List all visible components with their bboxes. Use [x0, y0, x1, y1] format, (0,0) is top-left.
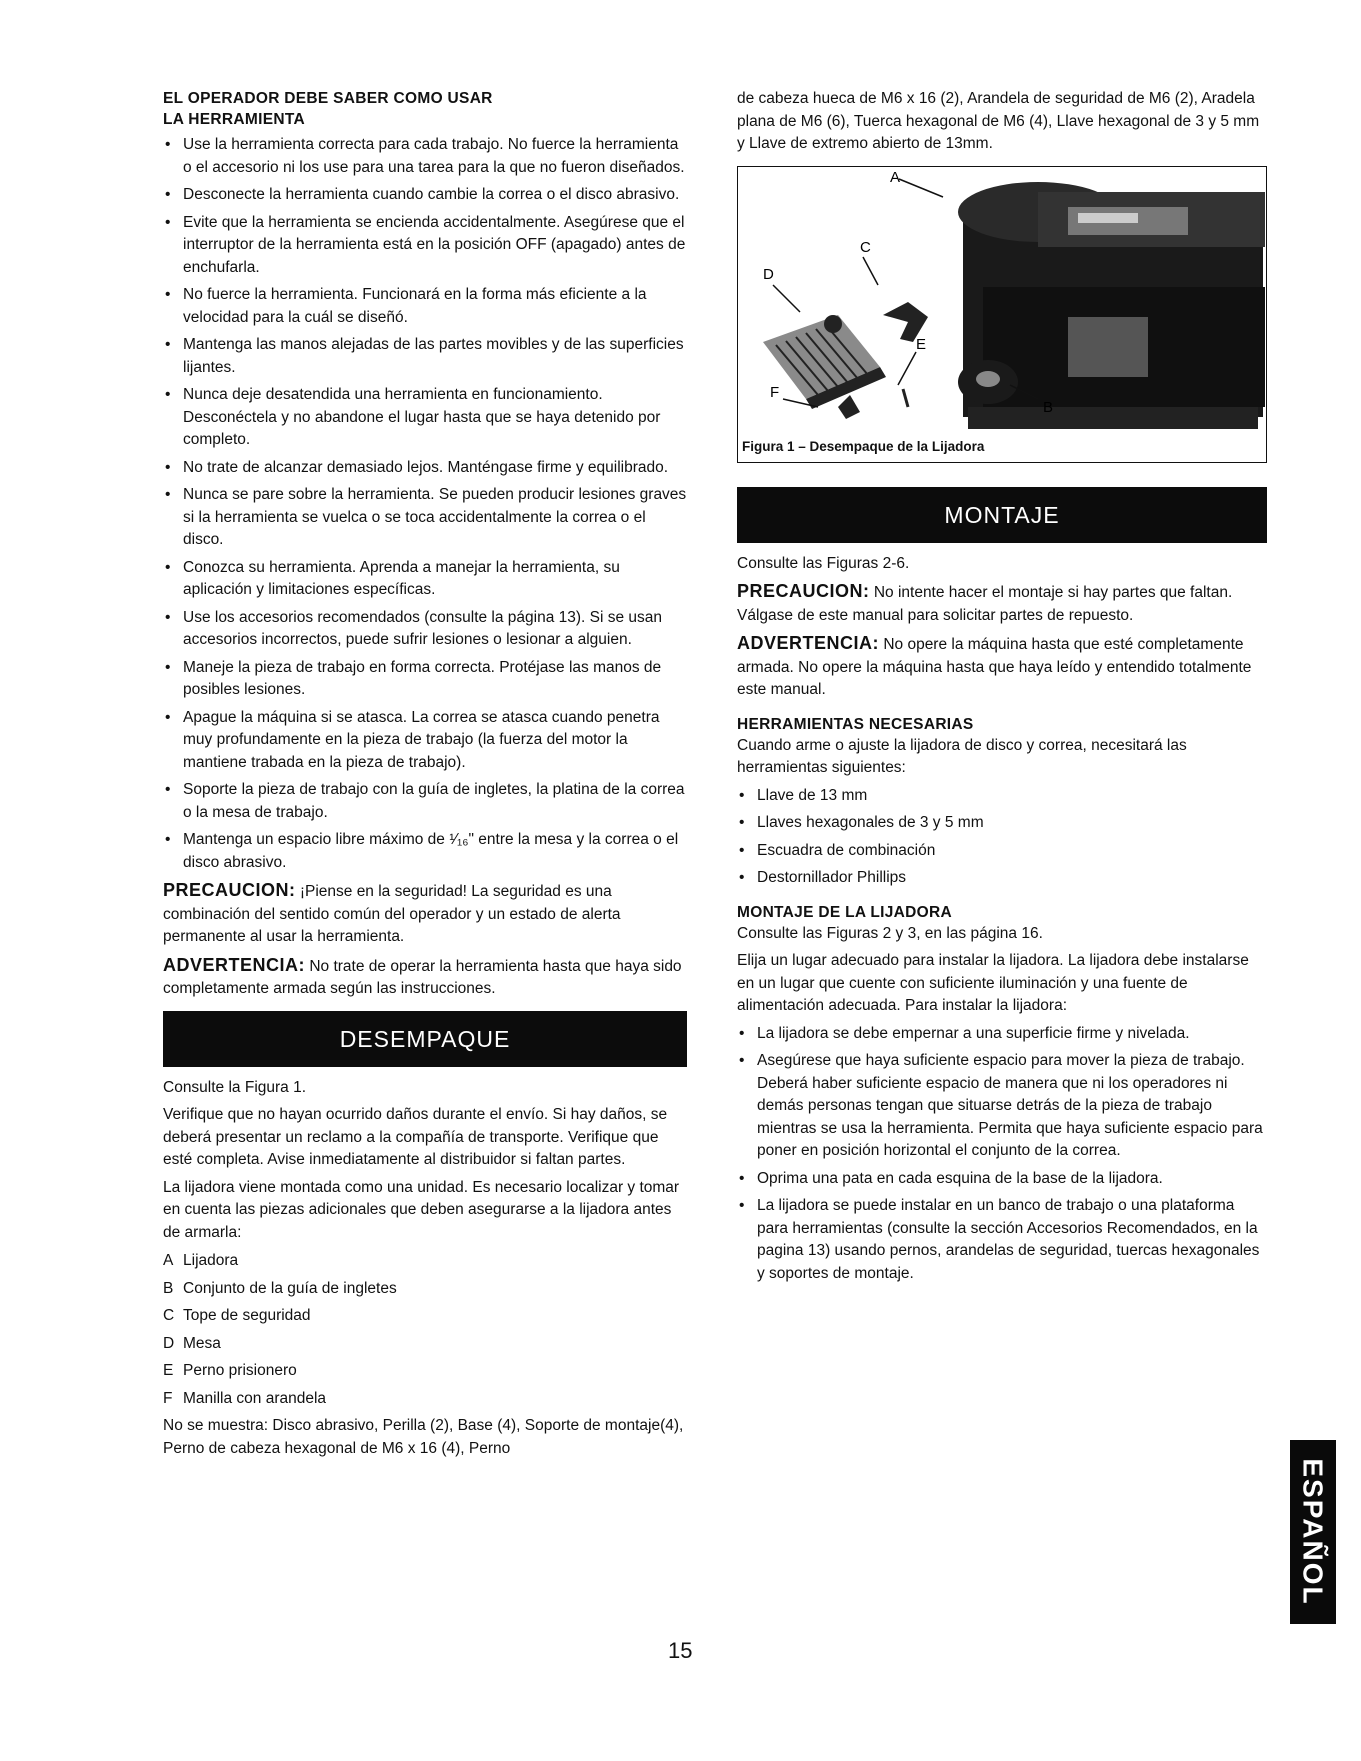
- precaucion-paragraph: [163, 879, 687, 949]
- advertencia-text: No opere la máquina hasta que esté completamente armada. No opere la máquina hasta que haya leído y entendido totalmente este manual.: [737, 636, 1252, 698]
- list-item: [163, 1278, 687, 1301]
- list-item: [163, 1333, 687, 1356]
- unit-paragraph: La lijadora viene montada como una unidad. Es necesario localizar y tomar en cuenta las piezas adicionales que deben asegurarse a la lijadora antes de armarla:: [163, 1178, 680, 1241]
- desempaque-banner: DESEMPAQUE: [163, 1011, 687, 1067]
- list-item: • Llave de 13 mm: [737, 785, 1267, 808]
- callout-label: A: [890, 168, 901, 186]
- right-column: [737, 88, 1267, 1290]
- assembly-heading: MONTAJE DE LA LIJADORA: [737, 903, 952, 921]
- sander-illustration: [738, 167, 1265, 462]
- advertencia-label: ADVERTENCIA:: [163, 954, 306, 975]
- list-item: • Llaves hexagonales de 3 y 5 mm: [737, 812, 1267, 835]
- precaucion-label: PRECAUCION:: [737, 581, 870, 601]
- operator-heading: [163, 88, 687, 130]
- language-tab: [1290, 1440, 1336, 1624]
- list-item: • La lijadora se puede instalar en un banco de trabajo o una plataforma para herramientas (consulte la sección Accesorios Recomendados, en la pagina 13) usando pernos, arandelas de seguridad, tuercas hexagonales y soportes de montaje.: [737, 1195, 1267, 1285]
- shipping-paragraph: Verifique que no hayan ocurrido daños durante el envío. Si hay daños, se deberá presentar un reclamo a la compañía de transporte. Verifique que esté completa. Avise inmediatamente al distribuidor si faltan partes.: [163, 1106, 668, 1168]
- table-part: [763, 315, 886, 409]
- advertencia-text: No trate de operar la herramienta hasta que haya sido completamente armada según las instrucciones.: [163, 957, 682, 997]
- callout-label: B: [1043, 398, 1054, 416]
- list-item: [163, 1305, 687, 1328]
- precaucion-paragraph: [737, 580, 1267, 627]
- list-item: [163, 1250, 687, 1273]
- list-item: • No fuerce la herramienta. Funcionará en la forma más eficiente a la velocidad para la cuál se diseñó.: [163, 284, 687, 329]
- parts-list: [163, 1250, 687, 1410]
- part-name: Tope de seguridad: [183, 1307, 311, 1324]
- list-item: • Nunca deje desatendida una herramienta en funcionamiento. Desconéctela y no abandone el lugar hasta que se haya detenido por completo.: [163, 384, 687, 452]
- heading-line: EL OPERADOR DEBE SABER COMO USAR: [163, 90, 493, 107]
- list-item: • Mantenga un espacio libre máximo de ¹⁄₁₆" entre la mesa y la correa o el disco abrasivo.: [163, 829, 687, 874]
- list-item: • No trate de alcanzar demasiado lejos. Manténgase firme y equilibrado.: [163, 457, 687, 480]
- assembly-list: [737, 1023, 1267, 1286]
- advertencia-paragraph: [737, 632, 1267, 702]
- list-item: • Evite que la herramienta se encienda accidentalmente. Asegúrese que el interruptor de la herramienta está en la posición OFF (apagado) antes de enchufarla.: [163, 212, 687, 280]
- list-item: • Nunca se pare sobre la herramienta. Se pueden producir lesiones graves si la herramienta se vuelca o se toca accidentalmente la correa o el disco.: [163, 484, 687, 552]
- part-letter: D: [163, 1334, 175, 1352]
- precaucion-label: PRECAUCION:: [163, 880, 296, 900]
- assembly-consulte: Consulte las Figuras 2 y 3, en las página 16.: [737, 924, 1043, 942]
- part-name: Mesa: [183, 1334, 221, 1352]
- continued-paragraph: de cabeza hueca de M6 x 16 (2), Arandela de seguridad de M6 (2), Aradela plana de M6 (6), Tuerca hexagonal de M6 (4), Llave hexagonal de 3 y 5 mm y Llave de extremo abierto de 13mm.: [737, 90, 1260, 152]
- part-letter: F: [163, 1389, 173, 1407]
- advertencia-paragraph: [163, 954, 687, 1001]
- tools-heading: HERRAMIENTAS NECESARIAS: [737, 715, 974, 733]
- tools-intro: Cuando arme o ajuste la lijadora de disco y correa, necesitará las herramientas siguientes:: [737, 736, 1187, 776]
- list-item: • Use los accesorios recomendados (consulte la página 13). Si se usan accesorios incorrectos, puede sufrir lesiones o lesionar a alguien.: [163, 607, 687, 652]
- list-item: • Mantenga las manos alejadas de las partes movibles y de las superficies lijantes.: [163, 334, 687, 379]
- part-letter: A: [163, 1252, 174, 1269]
- list-item: • Soporte la pieza de trabajo con la guía de ingletes, la platina de la correa o la mesa de trabajo.: [163, 779, 687, 824]
- consulte-text: Consulte las Figuras 2-6.: [737, 554, 910, 572]
- list-item: [163, 1388, 687, 1411]
- montaje-banner: MONTAJE: [737, 487, 1267, 543]
- list-item: • Desconecte la herramienta cuando cambie la correa o el disco abrasivo.: [163, 184, 687, 207]
- language-tab-label: ESPAÑOL: [1298, 1458, 1329, 1606]
- figure-caption: Figura 1 – Desempaque de la Lijadora: [742, 439, 985, 454]
- assembly-paragraph: Elija un lugar adecuado para instalar la lijadora. La lijadora debe instalarse en un lugar que cuente con suficiente iluminación y una fuente de alimentación adecuada. Para instalar la lijadora:: [737, 952, 1249, 1014]
- callout-label: D: [763, 265, 774, 283]
- list-item: • Asegúrese que haya suficiente espacio para mover la pieza de trabajo. Deberá haber suficiente espacio de manera que ni los operadores ni demás personas tengan que situarse detrás de la pieza de trabajo mientras se usa la herramienta. Permita que haya suficiente espacio para poner en posición horizontal el conjunto de la correa.: [737, 1050, 1267, 1163]
- part-name: Perno prisionero: [183, 1362, 297, 1379]
- list-item: • La lijadora se debe empernar a una superficie firme y nivelada.: [737, 1023, 1267, 1046]
- tools-list: [737, 785, 1267, 890]
- heading-line: LA HERRAMIENTA: [163, 111, 305, 128]
- list-item: [163, 1360, 687, 1383]
- advertencia-label: ADVERTENCIA:: [737, 633, 880, 653]
- callout-label: E: [916, 335, 927, 353]
- callout-label: F: [770, 383, 780, 401]
- list-item: • Escuadra de combinación: [737, 840, 1267, 863]
- part-letter: E: [163, 1362, 174, 1379]
- list-item: • Use la herramienta correcta para cada trabajo. No fuerce la herramienta o el accesorio ni los use para una tarea para la que no fueron diseñados.: [163, 134, 687, 179]
- callout-label: C: [860, 238, 871, 256]
- list-item: • Maneje la pieza de trabajo en forma correcta. Protéjase las manos de posibles lesiones.: [163, 657, 687, 702]
- safety-bullet-list: [163, 134, 687, 874]
- part-letter: C: [163, 1307, 175, 1324]
- part-name: Manilla con arandela: [183, 1389, 327, 1407]
- list-item: • Conozca su herramienta. Aprenda a manejar la herramienta, su aplicación y limitaciones específicas.: [163, 557, 687, 602]
- figure-1: [737, 166, 1267, 463]
- page-number: 15: [668, 1638, 693, 1663]
- not-shown-paragraph: No se muestra: Disco abrasivo, Perilla (2), Base (4), Soporte de montaje(4), Perno de cabeza hexagonal de M6 x 16 (4), Perno: [163, 1417, 684, 1457]
- part-name: Conjunto de la guía de ingletes: [183, 1279, 397, 1297]
- list-item: • Apague la máquina si se atasca. La correa se atasca cuando penetra muy profundamente en la pieza de trabajo (la fuerza del motor la mantiene trabada en la pieza de trabajo).: [163, 707, 687, 775]
- left-column: [163, 88, 687, 1465]
- list-item: • Oprima una pata en cada esquina de la base de la lijadora.: [737, 1168, 1267, 1191]
- part-letter: B: [163, 1279, 174, 1297]
- part-name: Lijadora: [183, 1252, 239, 1269]
- list-item: • Destornillador Phillips: [737, 867, 1267, 890]
- precaucion-text: ¡Piense en la seguridad! La seguridad es una combinación del sentido común del operador y un estado de alerta permanente al usar la herramienta.: [163, 883, 621, 945]
- consulte-text: Consulte la Figura 1.: [163, 1078, 307, 1096]
- precaucion-text: No intente hacer el montaje si hay partes que faltan. Válgase de este manual para solicitar partes de repuesto.: [737, 584, 1233, 624]
